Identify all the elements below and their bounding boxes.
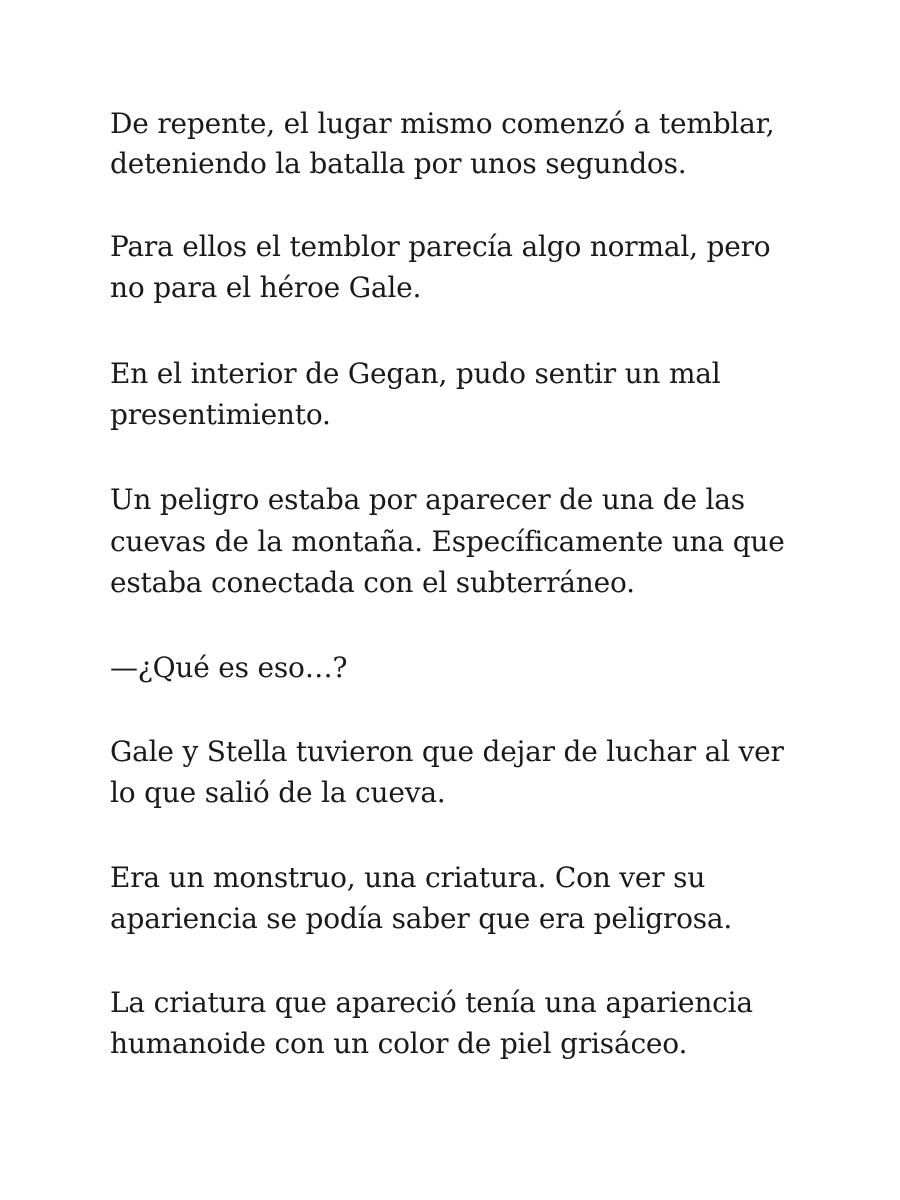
paragraph-7-line-2: apariencia se podía saber que era peligrosa. (110, 902, 733, 935)
paragraph-4-line-2: cuevas de la montaña. Específicamente una que (110, 525, 785, 558)
paragraph-4-line-1: Un peligro estaba por aparecer de una de las (110, 483, 745, 516)
paragraph-3-line-1: En el interior de Gegan, pudo sentir un mal (110, 357, 721, 390)
paragraph-2-line-2: no para el héroe Gale. (110, 271, 422, 304)
paragraph-7-line-1: Era un monstruo, una criatura. Con ver su (110, 861, 706, 894)
paragraph-8-line-2: humanoide con un color de piel grisáceo. (110, 1027, 688, 1060)
paragraph-1-line-1: De repente, el lugar mismo comenzó a temblar, (110, 107, 775, 140)
paragraph-6-line-1: Gale y Stella tuvieron que dejar de luchar al ver (110, 735, 784, 768)
paragraph-3-line-2: presentimiento. (110, 398, 331, 431)
paragraph-5-line-1: —¿Qué es eso…? (110, 651, 348, 684)
paragraph-1-line-2: deteniendo la batalla por unos segundos. (110, 147, 687, 180)
paragraph-8-line-1: La criatura que apareció tenía una apariencia (110, 986, 753, 1019)
paragraph-6-line-2: lo que salió de la cueva. (110, 776, 446, 809)
paragraph-4-line-3: estaba conectada con el subterráneo. (110, 566, 635, 599)
paragraph-2-line-1: Para ellos el temblor parecía algo normal, pero (110, 230, 771, 263)
